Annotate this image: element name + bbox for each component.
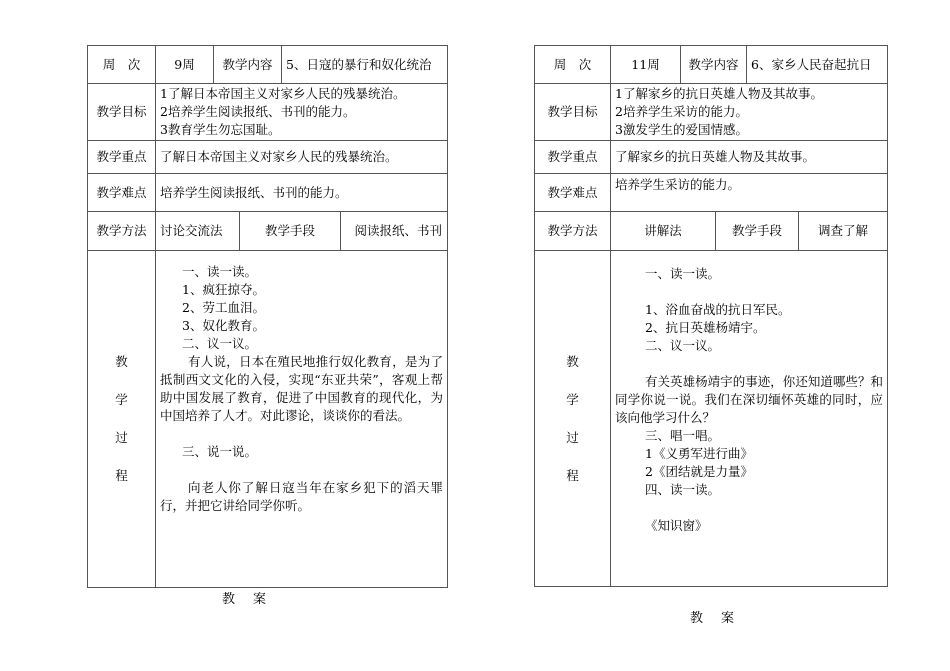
means-value: 调查了解 (817, 223, 868, 238)
list-item: 3、奴化教育。 (182, 318, 265, 333)
list-item: 《知识窗》 (645, 518, 708, 533)
list-item: 1、疯狂掠夺。 (182, 282, 265, 297)
difficulty-label: 教学难点 (88, 174, 156, 212)
list-item: 2、抗日英雄杨靖宇。 (645, 320, 766, 335)
goal-item: 3激发学生的爱国情感。 (615, 122, 748, 137)
section-heading: 一、读一读。 (645, 266, 721, 281)
discussion-paragraph: 有关英雄杨靖宇的事迹，你还知道哪些？和同学你说一说。我们在深切缅怀英雄的同时，应该向他学习什么？ (615, 374, 883, 425)
task-paragraph: 向老人你了解日寇当年在家乡犯下的滔天罪行，并把它讲给同学你听。 (160, 480, 443, 513)
goals-label: 教学目标 (88, 84, 156, 141)
difficulty-value: 培养学生采访的能力。 (611, 174, 888, 212)
method-value: 讲解法 (611, 212, 716, 250)
list-item: 1《义勇军进行曲》 (645, 446, 753, 461)
lesson-plan-left (87, 45, 448, 588)
content-value: 6、家乡人民奋起抗日 (747, 46, 888, 84)
list-item: 2《团结就是力量》 (645, 464, 753, 479)
section-heading: 三、说一说。 (182, 444, 258, 459)
section-heading: 二、议一议。 (645, 338, 721, 353)
goals-list (611, 84, 888, 141)
key-label: 教学重点 (535, 141, 611, 174)
section-heading: 一、读一读。 (182, 264, 258, 279)
content-value: 5、日寇的暴行和奴化统治 (282, 46, 448, 84)
goal-item: 1了解家乡的抗日英雄人物及其故事。 (615, 86, 823, 101)
footer-label: 教 案 (222, 592, 267, 607)
process-content (611, 251, 888, 587)
process-label: 教 学 过 程 (535, 251, 611, 587)
section-heading: 四、读一读。 (645, 482, 721, 497)
week-label: 周 次 (535, 46, 611, 84)
footer-label: 教 案 (690, 611, 735, 626)
content-label: 教学内容 (681, 46, 747, 84)
week-value: 11周 (611, 46, 681, 84)
list-item: 1、浴血奋战的抗日军民。 (645, 302, 791, 317)
key-value: 了解日本帝国主义对家乡人民的残暴统治。 (156, 141, 448, 174)
goals-label: 教学目标 (535, 84, 611, 141)
lesson-plan-right (534, 45, 888, 587)
method-value: 讨论交流法 (156, 212, 240, 250)
process-content (156, 251, 448, 588)
key-value: 了解家乡的抗日英雄人物及其故事。 (611, 141, 888, 174)
process-label: 教 学 过 程 (88, 251, 156, 588)
list-item: 2、劳工血泪。 (182, 300, 265, 315)
goals-list (156, 84, 448, 141)
means-value: 阅读报纸、书刊 (354, 223, 442, 238)
section-heading: 二、议一议。 (182, 336, 258, 351)
goal-item: 1了解日本帝国主义对家乡人民的残暴统治。 (160, 86, 406, 101)
means-label: 教学手段 (240, 212, 341, 250)
goal-item: 2培养学生采访的能力。 (615, 104, 748, 119)
week-value: 9周 (156, 46, 214, 84)
means-label: 教学手段 (716, 212, 799, 250)
difficulty-value: 培养学生阅读报纸、书刊的能力。 (156, 174, 448, 212)
difficulty-label: 教学难点 (535, 174, 611, 212)
key-label: 教学重点 (88, 141, 156, 174)
method-label: 教学方法 (88, 212, 156, 251)
section-heading: 三、唱一唱。 (645, 428, 721, 443)
goal-item: 3教育学生勿忘国耻。 (160, 122, 281, 137)
method-label: 教学方法 (535, 212, 611, 251)
week-label: 周 次 (88, 46, 156, 84)
content-label: 教学内容 (214, 46, 282, 84)
discussion-paragraph: 有人说，日本在殖民地推行奴化教育，是为了抵制西文文化的入侵，实现“东亚共荣”，客观上帮助中国发展了教育，促进了中国教育的现代化，为中国培养了人才。对此谬论，谈谈你的看法。 (160, 354, 443, 423)
goal-item: 2培养学生阅读报纸、书刊的能力。 (160, 104, 356, 119)
